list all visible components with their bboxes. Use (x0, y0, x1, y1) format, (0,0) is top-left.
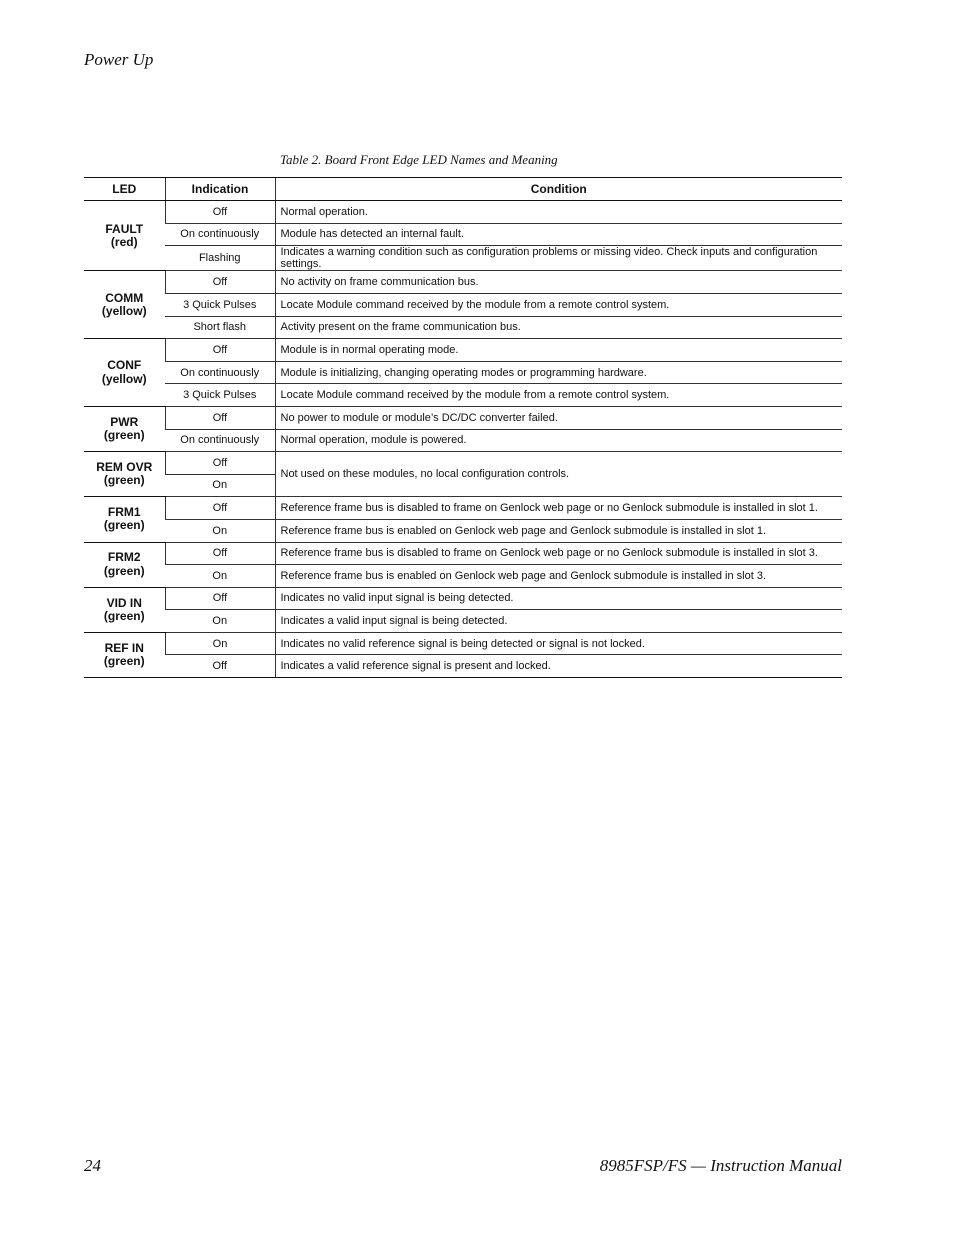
column-header-condition: Condition (275, 178, 842, 201)
indication-cell: On (165, 565, 275, 588)
led-name: REF IN (104, 640, 144, 655)
led-name-cell (84, 587, 165, 632)
table-row (84, 497, 842, 520)
condition-cell: Reference frame bus is disabled to frame on Genlock web page or no Genlock submodule is installed in slot 1. (275, 497, 842, 520)
led-color: (green) (103, 473, 145, 488)
led-name-cell (84, 406, 165, 451)
table-row (84, 361, 842, 384)
led-name: COMM (105, 290, 144, 305)
table-row (84, 610, 842, 633)
condition-cell: No activity on frame communication bus. (275, 271, 842, 294)
table-header-row (84, 178, 842, 201)
led-name-cell (84, 271, 165, 339)
indication-cell: On (165, 632, 275, 655)
condition-cell: No power to module or module’s DC/DC converter failed. (275, 406, 842, 429)
table-caption: Table 2. Board Front Edge LED Names and Meaning (280, 152, 558, 167)
condition-cell: Reference frame bus is enabled on Genlock web page and Genlock submodule is installed in slot 1. (275, 519, 842, 542)
condition-cell: Indicates a valid reference signal is present and locked. (275, 655, 842, 678)
condition-cell: Module has detected an internal fault. (275, 223, 842, 246)
indication-cell: Off (165, 406, 275, 429)
indication-cell: On (165, 610, 275, 633)
condition-cell: Normal operation, module is powered. (275, 429, 842, 452)
table-row (84, 293, 842, 316)
led-name-cell (84, 452, 165, 497)
table-row (84, 452, 842, 475)
condition-cell: Reference frame bus is disabled to frame on Genlock web page or no Genlock submodule is installed in slot 3. (275, 542, 842, 565)
indication-cell: Off (165, 655, 275, 678)
led-name: REM OVR (96, 460, 153, 475)
table-row (84, 384, 842, 407)
indication-cell: Off (165, 271, 275, 294)
condition-cell: Indicates a valid input signal is being detected. (275, 610, 842, 633)
led-color: (red) (110, 234, 138, 249)
led-color: (green) (103, 428, 145, 443)
indication-cell: Off (165, 452, 275, 475)
led-color: (green) (103, 518, 145, 533)
table-row (84, 271, 842, 294)
indication-cell: On (165, 474, 275, 497)
table-row (84, 632, 842, 655)
table-row (84, 655, 842, 678)
table-row (84, 429, 842, 452)
condition-cell: Indicates a warning condition such as configuration problems or missing video. Check inputs and configuration settings. (275, 246, 842, 271)
section-title: Power Up (84, 50, 154, 69)
condition-cell: Module is in normal operating mode. (275, 339, 842, 362)
led-name: VID IN (106, 595, 142, 610)
led-color: (green) (103, 653, 145, 668)
condition-cell: Normal operation. (275, 201, 842, 224)
indication-cell: Off (165, 339, 275, 362)
led-name-cell (84, 339, 165, 407)
indication-cell: Off (165, 201, 275, 224)
column-header-led: LED (84, 178, 165, 201)
indication-cell: On (165, 519, 275, 542)
condition-cell: Reference frame bus is enabled on Genlock web page and Genlock submodule is installed in slot 3. (275, 565, 842, 588)
column-header-indication: Indication (165, 178, 275, 201)
indication-cell: Off (165, 587, 275, 610)
led-name: PWR (110, 414, 139, 429)
table-row (84, 587, 842, 610)
indication-cell: On continuously (165, 361, 275, 384)
table-row (84, 406, 842, 429)
led-name-cell (84, 201, 165, 271)
table-body (84, 201, 842, 678)
led-name-cell (84, 632, 165, 677)
indication-cell: 3 Quick Pulses (165, 384, 275, 407)
led-color: (yellow) (101, 371, 147, 386)
manual-title: 8985FSP/FS — Instruction Manual (599, 1156, 842, 1175)
indication-cell: Off (165, 542, 275, 565)
table-row (84, 339, 842, 362)
indication-cell: 3 Quick Pulses (165, 293, 275, 316)
condition-cell: Module is initializing, changing operating modes or programming hardware. (275, 361, 842, 384)
indication-cell: Flashing (165, 246, 275, 271)
condition-cell: Indicates no valid input signal is being detected. (275, 587, 842, 610)
led-color: (yellow) (101, 303, 147, 318)
led-name: FAULT (105, 221, 144, 236)
condition-cell: Locate Module command received by the module from a remote control system. (275, 384, 842, 407)
indication-cell: On continuously (165, 429, 275, 452)
led-color: (green) (103, 563, 145, 578)
indication-cell: Short flash (165, 316, 275, 339)
table-row (84, 565, 842, 588)
indication-cell: Off (165, 497, 275, 520)
condition-cell: Not used on these modules, no local configuration controls. (275, 452, 842, 497)
led-name: FRM1 (107, 505, 141, 520)
condition-cell: Activity present on the frame communication bus. (275, 316, 842, 339)
condition-cell: Indicates no valid reference signal is being detected or signal is not locked. (275, 632, 842, 655)
table-row (84, 201, 842, 224)
led-name: FRM2 (107, 550, 141, 565)
page-number: 24 (84, 1156, 101, 1175)
table-row (84, 542, 842, 565)
indication-cell: On continuously (165, 223, 275, 246)
led-color: (green) (103, 608, 145, 623)
led-name-cell (84, 542, 165, 587)
led-table (84, 177, 842, 678)
table-row (84, 246, 842, 271)
condition-cell: Locate Module command received by the module from a remote control system. (275, 293, 842, 316)
table-row (84, 316, 842, 339)
led-name: CONF (107, 358, 142, 373)
table-row (84, 223, 842, 246)
table-row (84, 519, 842, 542)
led-name-cell (84, 497, 165, 542)
